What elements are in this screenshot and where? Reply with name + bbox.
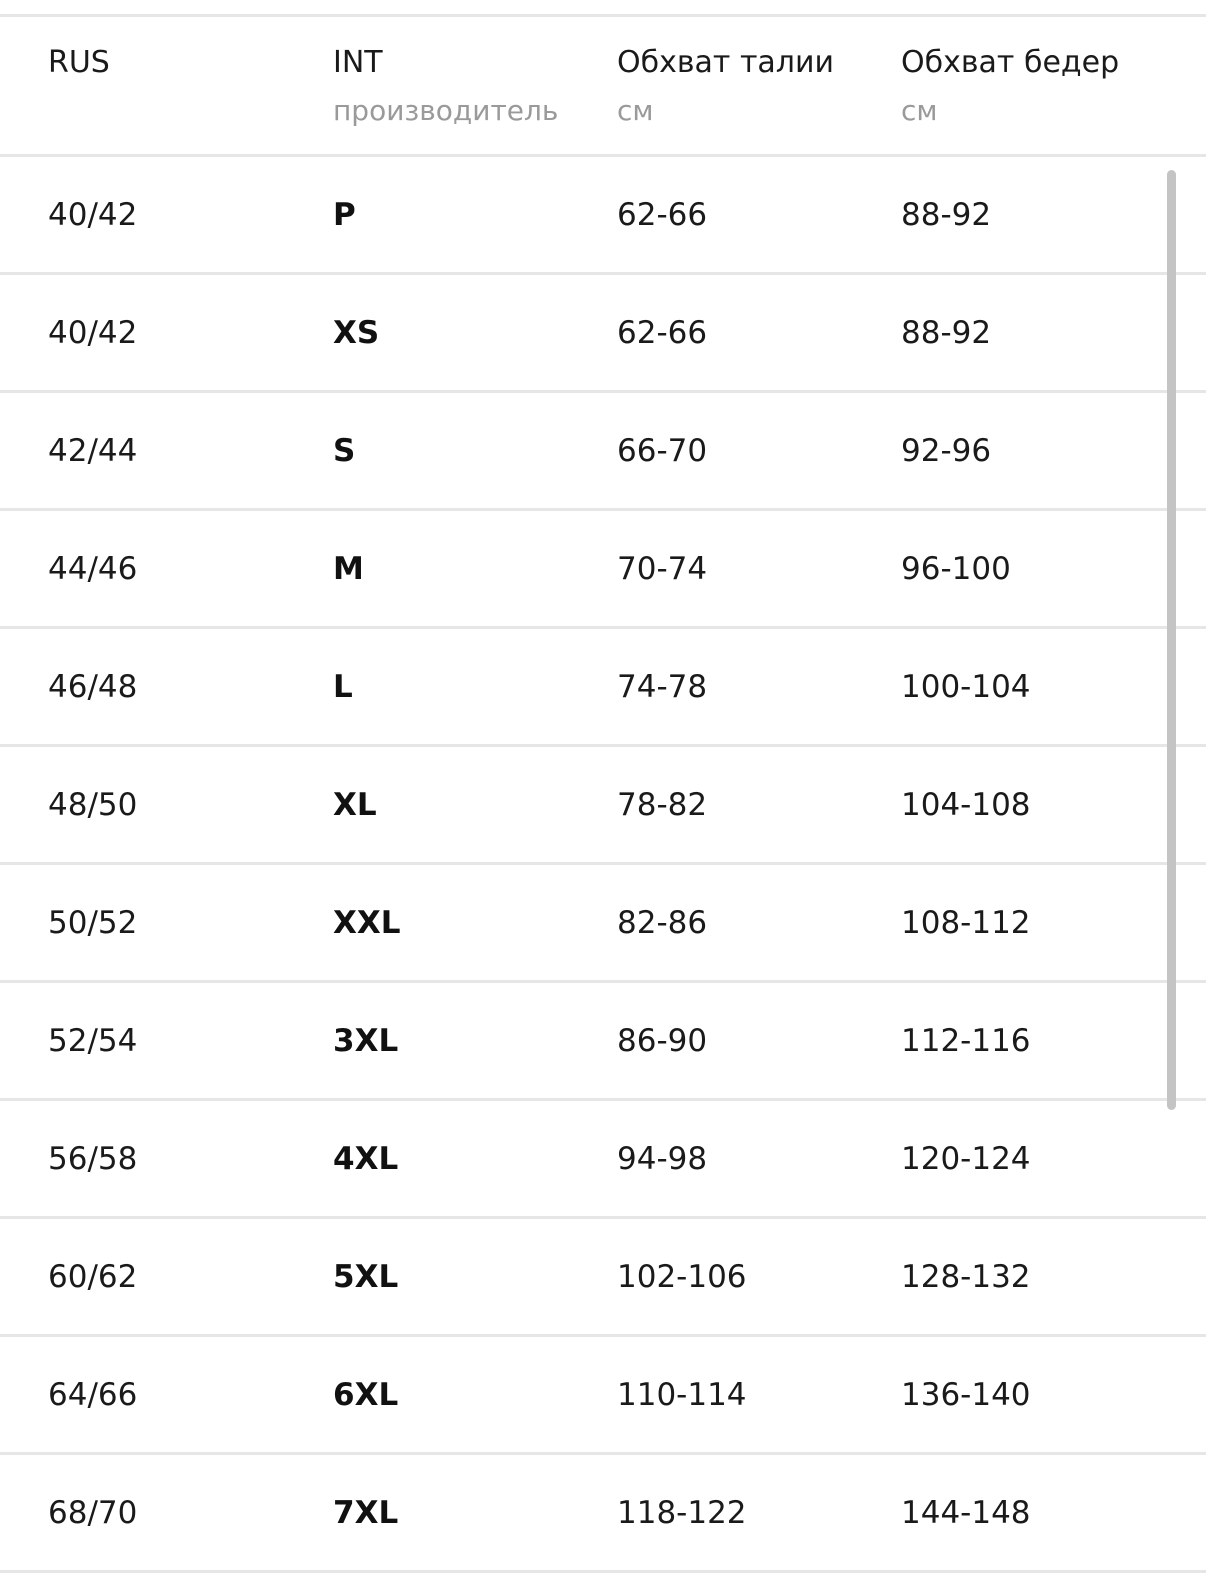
cell-rus: 42/44 — [48, 433, 138, 469]
table-row — [0, 1455, 1206, 1573]
cell-int: 6XL — [333, 1377, 399, 1413]
cell-hips: 112-116 — [901, 1023, 1031, 1059]
cell-rus: 60/62 — [48, 1259, 138, 1295]
cell-rus: 40/42 — [48, 315, 138, 351]
cell-waist: 118-122 — [617, 1495, 747, 1531]
cell-hips: 120-124 — [901, 1141, 1031, 1177]
cell-hips: 92-96 — [901, 433, 992, 469]
table-row — [0, 275, 1206, 393]
cell-waist: 102-106 — [617, 1259, 747, 1295]
cell-hips: 136-140 — [901, 1377, 1031, 1413]
header-subtitle: производитель — [333, 94, 559, 127]
cell-waist: 78-82 — [617, 787, 708, 823]
cell-int: M — [333, 551, 364, 587]
cell-rus: 44/46 — [48, 551, 138, 587]
cell-int: XL — [333, 787, 377, 823]
cell-hips: 108-112 — [901, 905, 1031, 941]
table-row — [0, 747, 1206, 865]
cell-hips: 104-108 — [901, 787, 1031, 823]
size-chart-table — [0, 17, 1206, 1573]
table-row — [0, 393, 1206, 511]
cell-waist: 70-74 — [617, 551, 708, 587]
cell-waist: 66-70 — [617, 433, 708, 469]
cell-waist: 94-98 — [617, 1141, 708, 1177]
cell-rus: 56/58 — [48, 1141, 138, 1177]
cell-hips: 88-92 — [901, 197, 992, 233]
header-hips — [901, 45, 1119, 129]
header-rus — [48, 45, 110, 81]
cell-int: S — [333, 433, 356, 469]
cell-waist: 82-86 — [617, 905, 708, 941]
cell-hips: 144-148 — [901, 1495, 1031, 1531]
cell-hips: 100-104 — [901, 669, 1031, 705]
table-header-row — [0, 17, 1206, 157]
cell-int: P — [333, 197, 356, 233]
cell-rus: 52/54 — [48, 1023, 138, 1059]
cell-rus: 48/50 — [48, 787, 138, 823]
table-row — [0, 157, 1206, 275]
header-title: INT — [333, 45, 383, 80]
table-row — [0, 629, 1206, 747]
cell-waist: 110-114 — [617, 1377, 747, 1413]
table-row — [0, 865, 1206, 983]
table-row — [0, 511, 1206, 629]
header-waist — [617, 45, 834, 129]
cell-int: 7XL — [333, 1495, 399, 1531]
cell-hips: 128-132 — [901, 1259, 1031, 1295]
cell-rus: 68/70 — [48, 1495, 138, 1531]
table-row — [0, 1219, 1206, 1337]
cell-hips: 88-92 — [901, 315, 992, 351]
cell-rus: 64/66 — [48, 1377, 138, 1413]
cell-waist: 62-66 — [617, 315, 708, 351]
cell-int: XS — [333, 315, 380, 351]
header-subtitle: см — [901, 94, 938, 127]
header-int — [333, 45, 558, 129]
vertical-scrollbar[interactable] — [1167, 170, 1176, 1110]
cell-waist: 74-78 — [617, 669, 708, 705]
cell-int: 5XL — [333, 1259, 399, 1295]
cell-int: 3XL — [333, 1023, 399, 1059]
header-title: RUS — [48, 45, 110, 80]
header-title: Обхват талии — [617, 45, 834, 80]
cell-waist: 62-66 — [617, 197, 708, 233]
cell-int: XXL — [333, 905, 401, 941]
table-row — [0, 1101, 1206, 1219]
cell-rus: 50/52 — [48, 905, 138, 941]
cell-hips: 96-100 — [901, 551, 1011, 587]
table-row — [0, 983, 1206, 1101]
cell-rus: 40/42 — [48, 197, 138, 233]
cell-int: L — [333, 669, 353, 705]
table-row — [0, 1337, 1206, 1455]
header-subtitle: см — [617, 94, 654, 127]
cell-int: 4XL — [333, 1141, 399, 1177]
cell-rus: 46/48 — [48, 669, 138, 705]
table-body — [0, 157, 1206, 1573]
header-title: Обхват бедер — [901, 45, 1120, 80]
cell-waist: 86-90 — [617, 1023, 708, 1059]
